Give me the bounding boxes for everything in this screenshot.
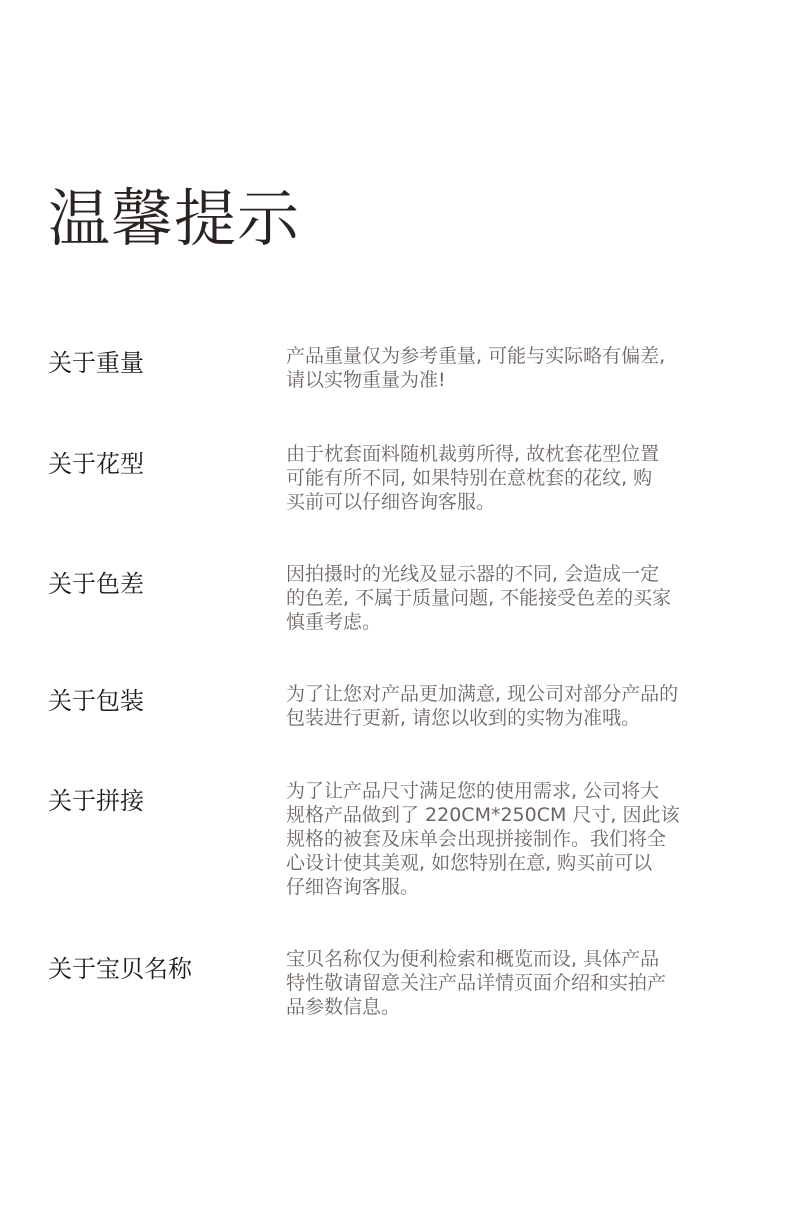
notice-text-line: 特性敬请留意关注产品详情页面介绍和实拍产 [286,972,667,994]
notice-text [286,442,726,514]
notice-text [286,344,726,392]
notice-text-line: 包装进行更新, 请您以收到的实物为准哦。 [286,707,641,729]
notice-label: 关于包装 [48,687,144,715]
notice-label: 关于色差 [48,570,144,598]
notice-text [286,562,726,634]
notice-text-line: 产品重量仅为参考重量, 可能与实际略有偏差, [286,345,666,367]
notice-label: 关于重量 [48,349,144,377]
notice-text [286,779,726,899]
notice-text [286,682,726,730]
notice-text-line: 规格的被套及床单会出现拼接制作。我们将全 [286,828,667,850]
notice-text-line: 因拍摄时的光线及显示器的不同, 会造成一定 [286,563,660,585]
notice-text-line: 由于枕套面料随机裁剪所得, 故枕套花型位置 [286,443,660,465]
notice-text-line: 可能有所不同, 如果特别在意枕套的花纹, 购 [286,467,653,489]
notice-label: 关于宝贝名称 [48,955,192,983]
notice-text-line: 心设计使其美观, 如您特别在意, 购买前可以 [286,852,653,874]
notice-text-line: 的色差, 不属于质量问题, 不能接受色差的买家 [286,587,672,609]
page-title: 温馨提示 [48,182,301,255]
notice-label: 关于花型 [48,450,144,478]
notice-text-line: 为了让您对产品更加满意, 现公司对部分产品的 [286,683,679,705]
notice-text-line: 请以实物重量为准! [286,369,446,391]
notice-text-line: 品参数信息。 [286,996,401,1018]
notice-label: 关于拼接 [48,787,144,815]
notice-text-line: 规格产品做到了 220CM*250CM 尺寸, 因此该 [286,804,680,826]
notice-text-line: 宝贝名称仅为便利检索和概览而设, 具体产品 [286,948,660,970]
notice-text-line: 买前可以仔细咨询客服。 [286,491,496,513]
notice-text-line: 仔细咨询客服。 [286,876,420,898]
notice-text-line: 慎重考虑。 [286,611,382,633]
notice-text [286,947,726,1019]
notice-text-line: 为了让产品尺寸满足您的使用需求, 公司将大 [286,780,660,802]
